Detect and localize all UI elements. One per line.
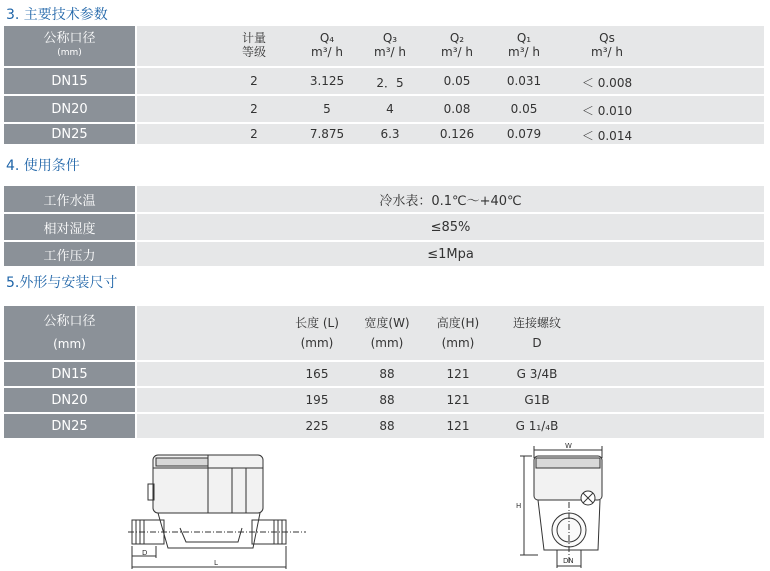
col-header-class: 计量 等级	[241, 31, 267, 59]
col-header-length: 长度 (L) (mm)	[295, 316, 339, 350]
table-row	[4, 214, 764, 240]
row-label: DN15	[4, 362, 135, 386]
row-label: DN20	[4, 388, 135, 412]
row-label: DN25	[4, 124, 135, 144]
row-label: 工作水温	[4, 186, 135, 212]
header-label-cell	[4, 26, 135, 66]
cell: 0.031	[506, 74, 542, 88]
cell: 0.126	[439, 127, 475, 141]
table-row	[4, 388, 764, 412]
cell: G 1₁/₄B	[515, 419, 559, 433]
table-row	[4, 96, 764, 122]
cell: 0.05	[510, 102, 538, 116]
cell: 121	[446, 393, 470, 407]
col-header-height: 高度(H) (mm)	[436, 316, 480, 350]
section-5-title: 5.外形与安装尺寸	[6, 275, 118, 291]
header-label-unit: (mm)	[53, 337, 86, 351]
col-header-q1: Q₁ m³/ h	[508, 31, 540, 59]
cell: 0.05	[443, 74, 471, 88]
table-row	[4, 68, 764, 94]
cell: ＜ 0.010	[581, 104, 633, 118]
cell: 5	[323, 102, 331, 116]
section-3-title: 3. 主要技术参数	[6, 7, 108, 23]
col-header-qs: Qs m³/ h	[591, 31, 623, 59]
cell: ＜ 0.014	[581, 129, 633, 143]
section-4-title: 4. 使用条件	[6, 158, 80, 174]
conditions-table	[4, 186, 764, 266]
header-label-main: 公称口径	[43, 31, 96, 46]
cell: 4	[386, 102, 394, 116]
header-label-main: 公称口径	[43, 314, 96, 329]
meter-front-view-drawing	[508, 440, 618, 571]
table-row	[4, 414, 764, 438]
table-row	[4, 362, 764, 386]
dim-label-l: L	[214, 559, 218, 567]
dim-label-dn: DN	[563, 557, 574, 565]
table-header-row	[4, 26, 764, 66]
row-label: DN20	[4, 96, 135, 122]
row-value: 冷水表：0.1℃～+40℃	[379, 193, 522, 209]
table-row	[4, 186, 764, 212]
row-value: ≤85%	[430, 219, 471, 235]
cell: 2．5	[376, 76, 404, 90]
table-row	[4, 242, 764, 266]
cell: ＜ 0.008	[581, 76, 633, 90]
header-label-unit: (mm)	[57, 48, 82, 58]
cell: 2	[250, 74, 258, 88]
table-header-row	[4, 306, 764, 360]
cell: 165	[305, 367, 329, 381]
cell: 0.08	[443, 102, 471, 116]
row-label: 相对湿度	[4, 214, 135, 240]
tech-params-table	[4, 26, 764, 144]
dim-label-h: H	[516, 502, 522, 510]
dim-label-w: W	[565, 442, 572, 450]
col-header-thread: 连接螺纹 D	[512, 316, 562, 350]
cell: 121	[446, 367, 470, 381]
col-header-q2: Q₂ m³/ h	[441, 31, 473, 59]
cell: 88	[379, 419, 395, 433]
cell: G1B	[524, 393, 550, 407]
cell: 88	[379, 393, 395, 407]
col-header-q4: Q₄ m³/ h	[311, 31, 343, 59]
row-label: DN25	[4, 414, 135, 438]
cell: 2	[250, 127, 258, 141]
cell: 88	[379, 367, 395, 381]
cell: 2	[250, 102, 258, 116]
header-cells	[137, 26, 764, 66]
cell: 6.3	[380, 127, 400, 141]
row-label: DN15	[4, 68, 135, 94]
cell: 121	[446, 419, 470, 433]
cell: 225	[305, 419, 329, 433]
table-row	[4, 124, 764, 144]
meter-side-view-drawing	[128, 450, 308, 571]
cell: 7.875	[309, 127, 345, 141]
cell: G 3/4B	[516, 367, 558, 381]
cell: 195	[305, 393, 329, 407]
dimensions-table	[4, 306, 764, 438]
header-label-cell	[4, 306, 135, 360]
col-header-q3: Q₃ m³/ h	[374, 31, 406, 59]
row-value: ≤1Mpa	[427, 246, 474, 262]
cell: 3.125	[309, 74, 345, 88]
col-header-width: 宽度(W) (mm)	[364, 316, 410, 350]
row-label: 工作压力	[4, 242, 135, 266]
cell: 0.079	[506, 127, 542, 141]
dim-label-d: D	[142, 549, 148, 557]
